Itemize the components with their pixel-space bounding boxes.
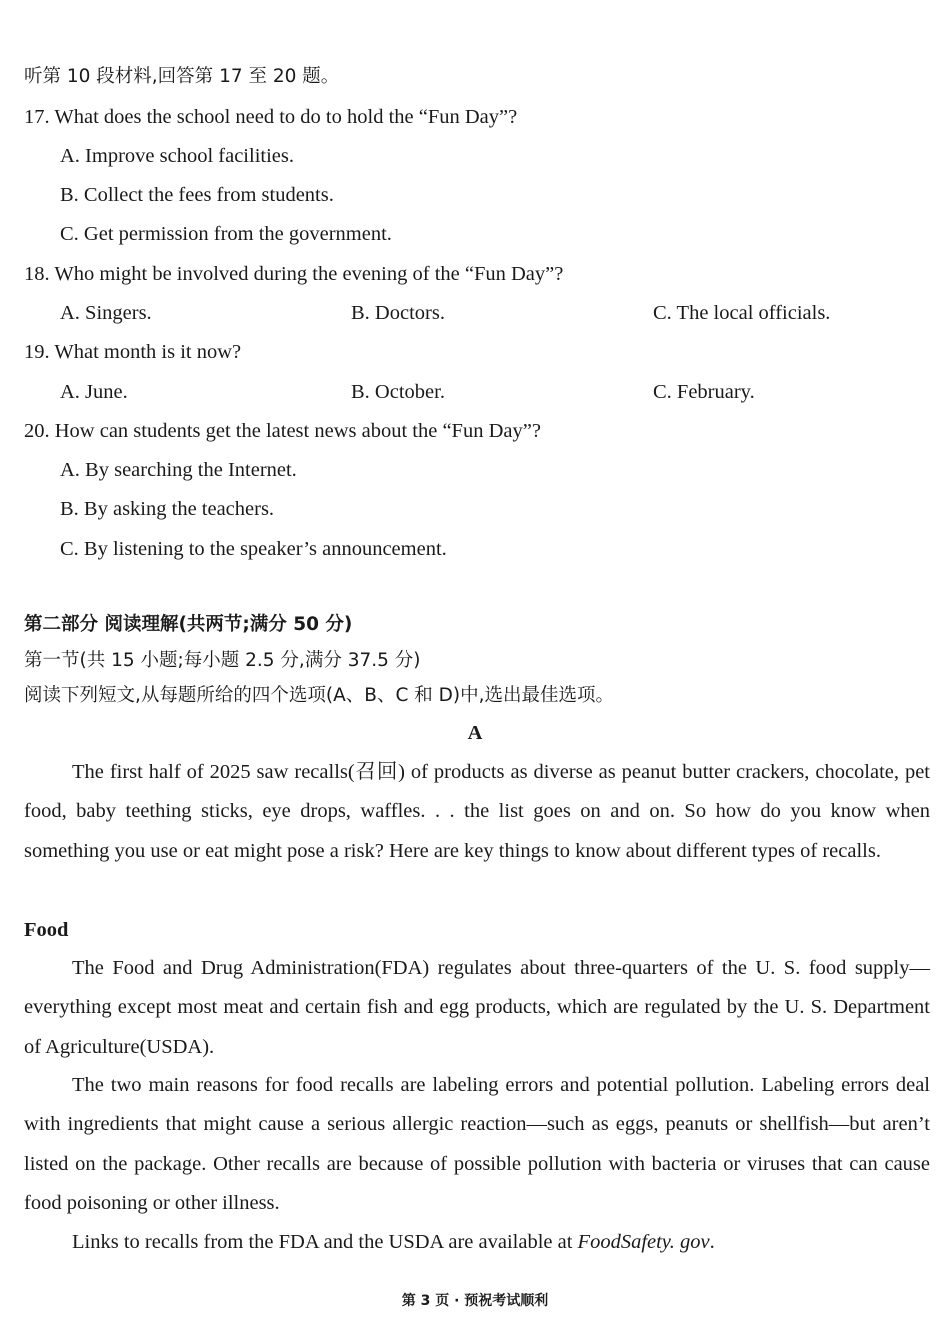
passage-intro: The first half of 2025 saw recalls(召回) of products as diverse as peanut butter crackers, chocolate, pet food, baby teething sticks, eye drops, waffles. . . the list goes on and on. So how do you know when something you use or eat might pose a risk? Here are key things to know about different types of recalls. [24, 761, 930, 862]
foodsafety-site: FoodSafety. gov [577, 1231, 710, 1253]
question-18-option-b: B. Doctors. [351, 302, 445, 324]
part2-title: 第二部分 阅读理解(共两节;满分 50 分) [24, 614, 353, 635]
links-text: Links to recalls from the FDA and the USDA are available at [72, 1231, 578, 1253]
question-17-option-c: C. Get permission from the government. [60, 223, 392, 245]
question-18-option-c: C. The local officials. [653, 302, 831, 324]
question-20-option-a: A. By searching the Internet. [60, 459, 297, 481]
page-footer: 第 3 页 · 预祝考试顺利 [401, 1293, 549, 1309]
links-end: . [709, 1231, 715, 1253]
question-19-option-b: B. October. [351, 381, 445, 403]
question-20-option-b: B. By asking the teachers. [60, 498, 275, 520]
question-17-option-a: A. Improve school facilities. [60, 145, 294, 167]
listening-instruction: 听第 10 段材料,回答第 17 至 20 题。 [24, 66, 340, 87]
question-18-option-a: A. Singers. [60, 302, 152, 324]
question-19-option-a: A. June. [60, 381, 128, 403]
passage-label: A [467, 722, 483, 744]
question-20-stem: 20. How can students get the latest news about the “Fun Day”? [24, 420, 541, 442]
food-heading: Food [24, 919, 69, 941]
question-20-option-c: C. By listening to the speaker’s announcement. [60, 538, 447, 560]
reading-instruction: 阅读下列短文,从每题所给的四个选项(A、B、C 和 D)中,选出最佳选项。 [24, 685, 614, 706]
food-paragraph-2: The two main reasons for food recalls are labeling errors and potential pollution. Labeling errors deal with ingredients that might cause a serious allergic reaction—such as eggs, peanuts or shellfish—but aren’t listed on the package. Other recalls are because of possible pollution with bacteria or viruses that can cause food poisoning or other illness. [24, 1074, 930, 1214]
food-paragraph-1: The Food and Drug Administration(FDA) regulates about three-quarters of the U. S. food supply—everything except most meat and certain fish and egg products, which are regulated by the U. S. Department of Agriculture(USDA). [24, 957, 930, 1058]
question-17-option-b: B. Collect the fees from students. [60, 184, 334, 206]
question-18-stem: 18. Who might be involved during the evening of the “Fun Day”? [24, 263, 564, 285]
section1-title: 第一节(共 15 小题;每小题 2.5 分,满分 37.5 分) [24, 650, 421, 671]
question-17-stem: 17. What does the school need to do to hold the “Fun Day”? [24, 106, 518, 128]
question-19-option-c: C. February. [653, 381, 755, 403]
food-paragraph-3 [24, 1223, 930, 1262]
question-19-stem: 19. What month is it now? [24, 341, 242, 363]
